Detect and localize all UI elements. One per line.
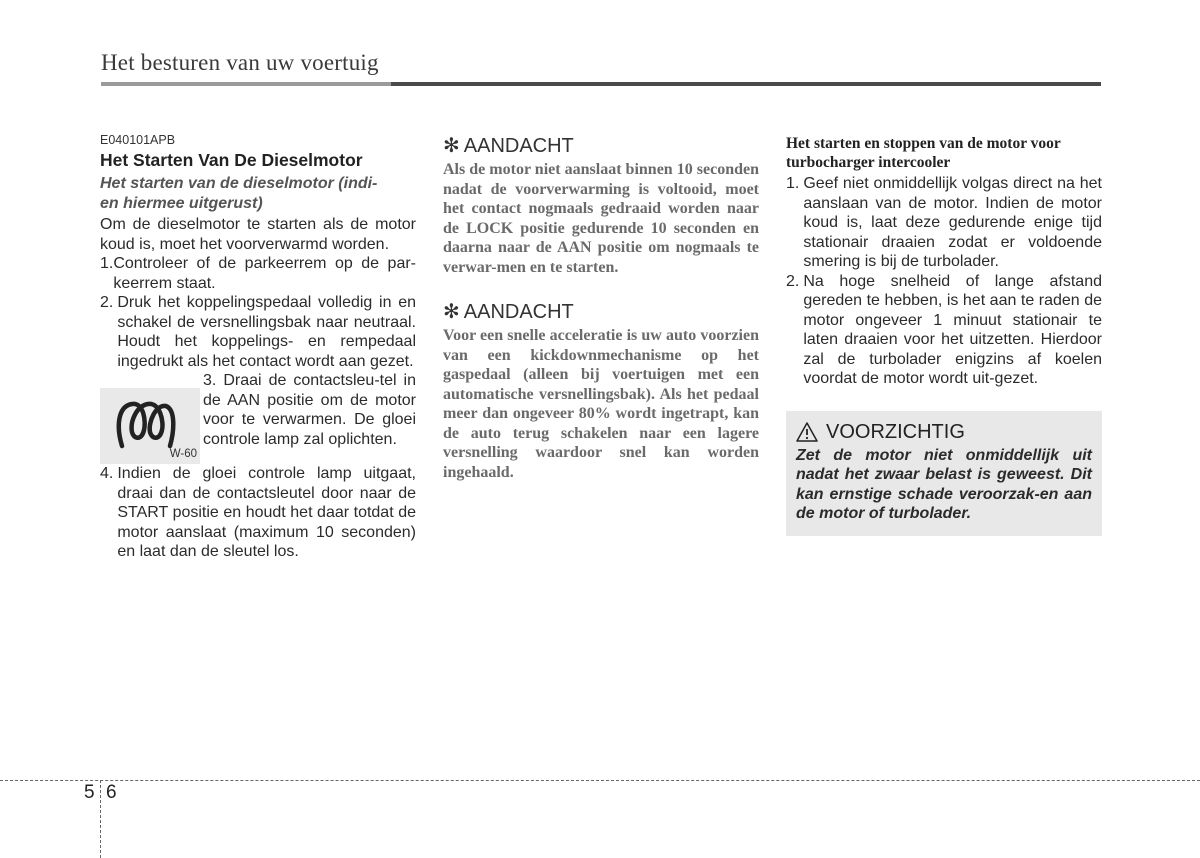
turbo-heading: Het starten en stoppen van de motor voor turbocharger intercooler — [786, 135, 1061, 171]
warning-triangle-icon — [796, 422, 818, 442]
subheading-line: en hiermee uitgerust) — [100, 194, 263, 212]
list-item — [786, 272, 1102, 389]
list-item — [786, 174, 1102, 272]
column-diesel-start — [100, 133, 416, 562]
list-item-text: Geef niet onmiddellijk volgas direct na het aanslaan van de motor. Indien de motor koud is, laat deze gedurende enige tijd stationair draaien zodat er voldoende smering is bij de turbolader. — [803, 175, 1102, 270]
caution-title: VOORZICHTIG — [826, 420, 965, 443]
section-code: E040101APB — [100, 133, 176, 147]
list-item-number: 1. — [100, 255, 114, 272]
caution-heading — [796, 421, 1092, 444]
note-heading — [443, 299, 759, 324]
list-item-text-with-number — [203, 371, 416, 464]
section-heading: Het Starten Van De Dieselmotor — [100, 150, 363, 170]
list-item — [100, 254, 416, 293]
note-title: AANDACHT — [463, 135, 574, 157]
footer-divider — [100, 780, 101, 858]
note-heading — [443, 133, 759, 158]
caution-box — [786, 411, 1102, 536]
asterisk-icon: ✻ — [443, 301, 460, 323]
caution-text: Zet de motor niet onmiddellijk uit nadat het zwaar belast is geweest. Dit kan ernstige schade veroorzak-en aan de motor of turbolader. — [796, 446, 1092, 522]
list-item-number: 4. — [100, 465, 114, 482]
note-title: AANDACHT — [463, 301, 574, 323]
header-rule — [101, 82, 1101, 86]
list-item-number: 3. — [203, 372, 217, 389]
list-item-text: Indien de gloei controle lamp uitgaat, draai dan de contactsleutel door naar de START positie en houdt het daar totdat de motor aanslaat (maximum 10 seconden) en laat dan de sleutel los. — [117, 465, 416, 560]
subheading-line: Het starten van de dieselmotor (indi- — [100, 175, 378, 192]
column-notes — [443, 133, 759, 482]
list-item-text: Controleer of de parkeerrem op de par-keerrem staat. — [113, 255, 416, 292]
note-text: Als de motor niet aanslaat binnen 10 seconden nadat de voorverwarming is voltooid, moet het contact nogmaals gedraaid worden naar de LOCK positie gedurende 10 seconden en daarna naar de AAN positie om nogmaals te verwar-men en te starten. — [443, 161, 759, 276]
list-item-text: Draai de contactsleu-tel in de AAN positie om de motor voor te verwarmen. De gloei controle lamp zal oplichten. — [203, 372, 416, 448]
page-number: 6 — [106, 782, 117, 803]
intro-paragraph: Om de dieselmotor te starten als de motor koud is, moet het voorverwarmd worden. — [100, 216, 416, 253]
list-item-number: 1. — [786, 175, 800, 192]
glow-plug-indicator-figure — [100, 388, 200, 464]
footer-rule — [0, 780, 1200, 781]
note-block — [443, 299, 759, 482]
page-header-title: Het besturen van uw voertuig — [101, 50, 379, 75]
list-item-text: Druk het koppelingspedaal volledig in en schakel de versnellingsbak naar neutraal. Houdt het koppelings- en rempedaal ingedrukt als het contact wordt aan gezet. — [117, 294, 416, 370]
glow-plug-indicator-icon — [114, 396, 176, 450]
list-item-text: Na hoge snelheid of lange afstand gereden te hebben, is het aan te raden de motor ongeveer 1 minuut stationair te laten draaien voor het uitzetten. Hierdoor zal de turbolader enigzins af koelen voordat de motor wordt uit-gezet. — [803, 272, 1102, 387]
column-turbo — [786, 135, 1102, 536]
asterisk-icon: ✻ — [443, 135, 460, 157]
list-item-number: 2. — [786, 272, 800, 290]
list-item — [100, 464, 416, 562]
section-subheading — [100, 174, 416, 213]
note-text: Voor een snelle acceleratie is uw auto voorzien van een kickdownmechanisme op het gaspedaal (alleen bij voertuigen met een automatische versnellingsbak). Als het pedaal meer dan ongeveer 80% wordt ingetrapt, kan de auto terug schakelen naar een lagere versnelling waardoor snel kan worden ingehaald. — [443, 327, 759, 481]
list-item — [100, 371, 416, 464]
section-number: 5 — [84, 782, 95, 803]
list-item — [100, 293, 416, 371]
figure-label: W-60 — [169, 448, 197, 460]
list-item-number: 2. — [100, 294, 114, 311]
note-block — [443, 133, 759, 277]
